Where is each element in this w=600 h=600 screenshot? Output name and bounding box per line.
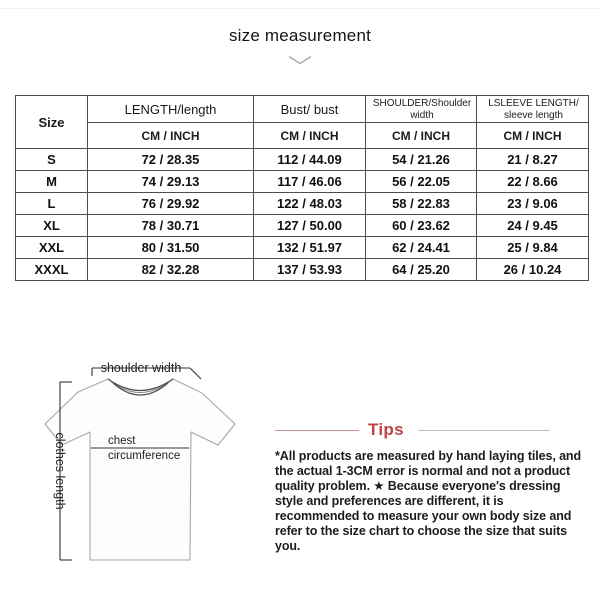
size-label: L <box>16 193 88 215</box>
measurement-cell: 24 / 9.45 <box>477 215 589 237</box>
clothes-length-label: clothes length <box>53 432 67 510</box>
measurement-cell: 137 / 53.93 <box>254 259 366 281</box>
table-row <box>16 171 589 193</box>
measurement-cell: 23 / 9.06 <box>477 193 589 215</box>
table-row <box>16 149 589 171</box>
tshirt-measurement-diagram <box>40 345 270 580</box>
chevron-down-icon[interactable] <box>0 52 600 70</box>
size-label: XL <box>16 215 88 237</box>
measurement-cell: 64 / 25.20 <box>366 259 477 281</box>
table-row <box>16 237 589 259</box>
tips-section <box>275 420 588 554</box>
table-row <box>16 215 589 237</box>
unit-header: CM / INCH <box>366 123 477 149</box>
tips-divider-left <box>275 430 359 431</box>
chest-label-line2: circumference <box>108 450 181 462</box>
column-header-bust: Bust/ bust <box>254 96 366 123</box>
table-row <box>16 259 589 281</box>
size-label: XXXL <box>16 259 88 281</box>
measurement-cell: 78 / 30.71 <box>88 215 254 237</box>
tips-divider-right <box>418 430 550 431</box>
measurement-cell: 127 / 50.00 <box>254 215 366 237</box>
column-header-sleeve: LSLEEVE LENGTH/ sleeve length <box>477 96 589 123</box>
table-header-row <box>16 96 589 123</box>
table-unit-row <box>16 123 589 149</box>
measurement-cell: 112 / 44.09 <box>254 149 366 171</box>
measurement-cell: 117 / 46.06 <box>254 171 366 193</box>
measurement-cell: 122 / 48.03 <box>254 193 366 215</box>
section-header <box>0 26 600 70</box>
size-label: XXL <box>16 237 88 259</box>
measurement-cell: 22 / 8.66 <box>477 171 589 193</box>
measurement-cell: 80 / 31.50 <box>88 237 254 259</box>
measurement-cell: 54 / 21.26 <box>366 149 477 171</box>
tshirt-illustration <box>40 345 270 580</box>
tips-body-text: *All products are measured by hand laying tiles, and the actual 1-3CM error is normal and not a product quality problem. ★ Because everyone's dressing style and preferences are different, it is recommended to measure your own body size and refer to the size chart to choose the size that suits you. <box>275 449 581 553</box>
top-divider <box>0 8 600 9</box>
measurement-cell: 76 / 29.92 <box>88 193 254 215</box>
size-label: M <box>16 171 88 193</box>
shoulder-measure-tick-right <box>190 368 201 379</box>
measurement-cell: 21 / 8.27 <box>477 149 589 171</box>
tshirt-outline <box>45 379 235 560</box>
measurement-cell: 82 / 32.28 <box>88 259 254 281</box>
measurement-cell: 25 / 9.84 <box>477 237 589 259</box>
size-label: S <box>16 149 88 171</box>
measurement-cell: 58 / 22.83 <box>366 193 477 215</box>
size-measurement-table <box>15 95 589 281</box>
unit-header: CM / INCH <box>88 123 254 149</box>
measurement-cell: 132 / 51.97 <box>254 237 366 259</box>
measurement-cell: 60 / 23.62 <box>366 215 477 237</box>
shoulder-width-label: shoulder width <box>100 361 182 375</box>
unit-header: CM / INCH <box>477 123 589 149</box>
measurement-cell: 72 / 28.35 <box>88 149 254 171</box>
tips-title: Tips <box>368 420 404 439</box>
unit-header: CM / INCH <box>254 123 366 149</box>
measurement-cell: 26 / 10.24 <box>477 259 589 281</box>
tips-header <box>275 420 588 440</box>
measurement-cell: 56 / 22.05 <box>366 171 477 193</box>
column-header-size: Size <box>16 96 88 149</box>
chest-label-line1: chest <box>108 435 136 447</box>
page-title: size measurement <box>228 26 372 45</box>
table-row <box>16 193 589 215</box>
column-header-length: LENGTH/length <box>88 96 254 123</box>
measurement-cell: 62 / 24.41 <box>366 237 477 259</box>
column-header-shoulder: SHOULDER/Shoulder width <box>366 96 477 123</box>
measurement-cell: 74 / 29.13 <box>88 171 254 193</box>
